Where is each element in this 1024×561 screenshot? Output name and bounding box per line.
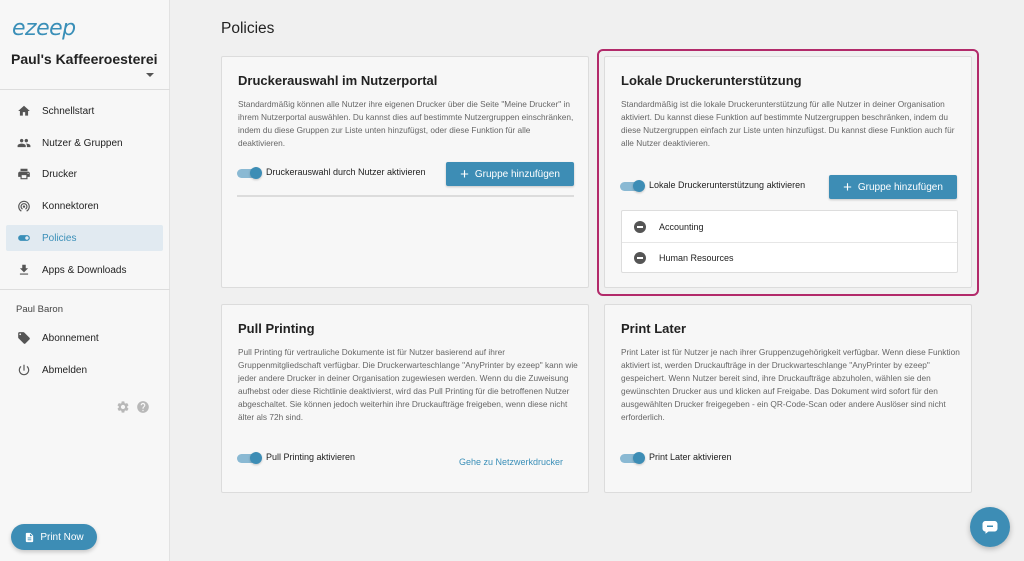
help-icon[interactable] [136,400,150,419]
sidebar-divider [0,89,170,90]
gear-icon[interactable] [116,400,130,419]
printer-icon [16,166,32,182]
sidebar-item-label: Nutzer & Gruppen [42,137,123,149]
chat-button[interactable] [970,507,1010,547]
download-icon [16,262,32,278]
sidebar-item-label: Abmelden [42,364,88,376]
sidebar-item-abmelden[interactable] [6,357,163,383]
card-description: Print Later ist für Nutzer je nach ihrer Gruppenzugehörigkeit verfügbar. Wenn diese Funktion aktiviert ist, werden Druckaufträge in der Druckwarteschlange "AnyPrinter by ezeep" gespeichert. Wenn Nutzer bereit sind, ihre Druckaufträge abzuholen, wählen sie den gewünschten Drucker aus und klicken auf Freigabe. Das Dokument wird sofort für den ausgewählten Drucker freigegeben - ein QR-Code-Scan oder andere Auslöser sind nicht erforderlich. [621,347,960,422]
toggle-label: Druckerauswahl durch Nutzer aktivieren [266,167,426,177]
card-title: Druckerauswahl im Nutzerportal [238,73,438,88]
card-title: Lokale Druckerunterstützung [621,73,802,88]
print-now-button[interactable] [11,524,97,550]
card-pull-printing [221,304,589,493]
home-icon [16,103,32,119]
sidebar-item-label: Konnektoren [42,200,99,212]
users-icon [16,135,32,151]
card-description: Standardmäßig ist die lokale Druckerunterstützung für alle Nutzer in deiner Organisation aktiviert. Du kannst diese Funktion auf bestimmte Nutzergruppen beschränken, indem du diese Nutzergruppen einfach zur Liste unten hinzufügst. Du kannst diese Funktion auch für alle Nutzer deaktivieren. [621,99,955,148]
plus-icon: + [460,165,469,183]
utility-icons [116,400,150,419]
org-name[interactable]: Paul's Kaffeeroesterei [11,51,158,67]
group-name: Human Resources [659,253,734,263]
pull-printing-toggle[interactable] [237,452,261,464]
button-label: Gruppe hinzufügen [474,168,560,180]
sidebar-item-label: Schnellstart [42,105,95,117]
card-title: Pull Printing [238,321,315,336]
sidebar-item-konnektoren[interactable] [6,193,163,219]
card-description: Pull Printing für vertrauliche Dokumente ist für Nutzer basierend auf ihrer Gruppenmitgliedschaft verfügbar. Die Druckerwarteschlange "AnyPrinter by ezeep" kann wie jeder andere Drucker in deiner Organisation zugewiesen werden. Wenn du die Zuweisung aufhebst oder diese Richtlinie deaktivierst, wird das Pull Printing für die betroffenen Nutzer abgeschaltet. Sie können jedoch weiterhin ihre Druckaufträge freigeben, wenn diese nicht älter als 72h sind. [238,347,578,422]
sidebar-item-policies[interactable] [6,225,163,251]
sidebar-item-label: Abonnement [42,332,99,344]
sidebar-item-nutzer-gruppen[interactable] [6,130,163,156]
toggle-label: Print Later aktivieren [649,452,732,462]
document-icon [24,532,35,543]
tag-icon [16,330,32,346]
sidebar-item-label: Drucker [42,168,78,180]
card-title: Print Later [621,321,687,336]
card-description: Standardmäßig können alle Nutzer ihre eigenen Drucker über die Seite "Meine Drucker" in ihrem Nutzerportal auswählen. Du kannst dies auf bestimmte Nutzergruppen einschränken, indem du diese Gruppen zur Liste unten hinzufügst, oder diese Funktion für alle deaktivieren. [238,99,574,148]
printer-selection-toggle[interactable] [237,167,261,179]
chat-icon [981,518,999,536]
add-group-button[interactable] [446,162,574,186]
toggle-label: Lokale Druckerunterstützung aktivieren [649,180,806,190]
network-printer-link[interactable]: Gehe zu Netzwerkdrucker [459,457,564,467]
power-icon [16,362,32,378]
sidebar-item-label: Policies [42,232,77,244]
ezeep-logo[interactable]: ezeep [12,16,76,41]
print-later-toggle[interactable] [620,452,644,464]
button-label: Gruppe hinzufügen [857,181,943,193]
sidebar-item-apps-downloads[interactable] [6,257,163,283]
page-title: Policies [221,20,275,37]
chevron-down-icon[interactable] [146,73,154,77]
highlight-frame [597,49,979,296]
connector-icon [16,198,32,214]
toggle-icon [16,230,32,246]
user-name: Paul Baron [16,304,64,315]
card-printer-selection [221,56,589,288]
group-list-divider [237,195,574,197]
plus-icon: + [843,178,852,196]
sidebar-item-label: Apps & Downloads [42,264,127,276]
card-print-later [604,304,972,493]
group-name: Accounting [659,221,704,232]
sidebar-item-schnellstart[interactable] [6,98,163,124]
print-now-label: Print Now [40,531,84,543]
sidebar-item-abonnement[interactable] [6,325,163,351]
sidebar-divider [0,289,170,290]
sidebar-item-drucker[interactable] [6,161,163,187]
sidebar [0,0,170,561]
toggle-label: Pull Printing aktivieren [266,452,356,462]
